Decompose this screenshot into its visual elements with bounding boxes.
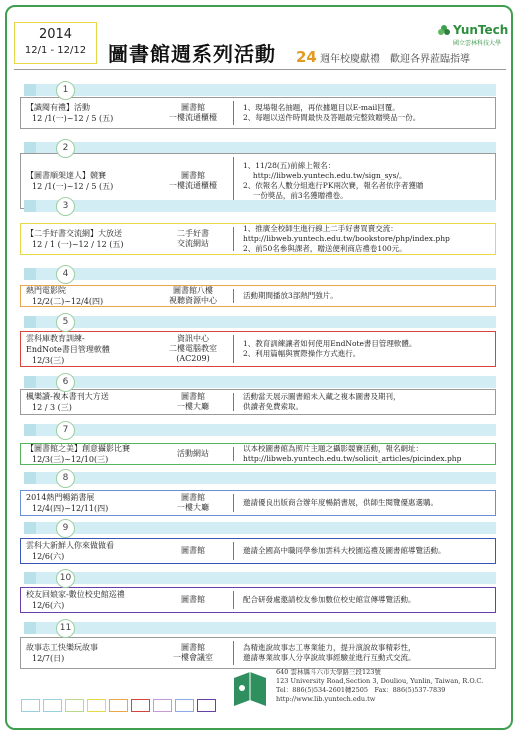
event-activity: [26, 390, 146, 414]
section-ribbon: [24, 376, 496, 388]
event-location-line: 圖書館: [181, 546, 205, 555]
event-location: [157, 491, 229, 515]
event-description-line: 1、11/28(五)前線上報名：: [243, 161, 336, 170]
book-logo-icon: [230, 668, 270, 710]
event-card: [20, 223, 496, 255]
event-title: 校友回娘家-數位校史館巡禮: [26, 590, 125, 599]
event-title: 熱門電影院: [26, 286, 66, 295]
column-divider: [233, 227, 234, 251]
event-location: [157, 539, 229, 563]
event-location-line: 圖書館: [181, 171, 205, 180]
event-date: 12 / 1 (一)~12 / 12 (五): [32, 240, 124, 249]
anniversary-text: 週年校慶獻禮 歡迎各界蒞臨指導: [320, 54, 471, 65]
event-description: [243, 491, 491, 515]
event-date: 12/3(三): [32, 355, 65, 365]
section-ribbon: [24, 472, 496, 484]
event-location-line: 圖書館: [181, 643, 205, 652]
event-number-badge: 7: [56, 421, 75, 440]
event-location: [157, 638, 229, 668]
event-location-line: 資訊中心: [177, 334, 209, 343]
event-card: [20, 443, 496, 465]
page-title: 圖書館週系列活動: [108, 42, 276, 66]
event-description-line: 1、現場報名抽題，再依據題目以E-mail回覆。: [243, 103, 400, 112]
event-description-line: 為精進說故事志工專業能力，提升演說故事精彩性，: [243, 643, 416, 652]
event-title: EndNote書目管理軟體: [26, 344, 110, 354]
event-card: [20, 490, 496, 516]
event-description-line: 2、依報名人數分組進行PK兩次賽，報名者依序者獲贈: [243, 181, 424, 190]
event-date: 12/6(六): [32, 552, 65, 561]
event-number-badge: 8: [56, 469, 75, 488]
event-number-badge: 2: [56, 139, 75, 158]
column-divider: [233, 542, 234, 560]
event-description: [243, 444, 491, 464]
anniversary-number: 24: [296, 48, 317, 66]
event-number-badge: 6: [56, 373, 75, 392]
event-description-line: 1、推廣全校師生進行線上二手好書買賣交流：: [243, 224, 398, 233]
logo-name: YunTech: [453, 23, 509, 37]
event-title: 雲科庫教育訓練-: [26, 333, 85, 343]
logo-flower-icon: [437, 24, 451, 38]
event-location-line: 交流網站: [177, 239, 209, 248]
event-location: [157, 286, 229, 306]
footer-square: [43, 699, 62, 712]
footer-square: [131, 699, 150, 712]
column-divider: [233, 494, 234, 512]
event-card: [20, 389, 496, 415]
event-activity: [26, 539, 146, 563]
event-activity: [26, 588, 146, 612]
event-description: [243, 588, 491, 612]
event-location-line: 視聽資源中心: [169, 296, 217, 305]
event-location: [157, 444, 229, 464]
event-activity: [26, 491, 146, 515]
section-ribbon: [24, 522, 496, 534]
event-description-line: 供讀者免費索取。: [243, 402, 303, 411]
event-number-badge: 5: [56, 313, 75, 332]
footer-line: http://www.lib.yuntech.edu.tw: [276, 695, 376, 703]
column-divider: [233, 393, 234, 411]
logo-university: 國立雲林科技大學: [453, 40, 502, 47]
event-number-badge: 1: [56, 81, 75, 100]
event-description: [243, 286, 491, 306]
footer-square: [109, 699, 128, 712]
event-description: [243, 98, 491, 128]
event-location-line: 圖書館八樓: [173, 286, 213, 295]
event-activity: [26, 98, 146, 128]
event-description-line: 活動期間播放3部熱門強片。: [243, 291, 338, 300]
event-location: [157, 98, 229, 128]
event-date: 12 / 3 (三): [32, 403, 72, 412]
event-date: 12/3(三)~12/10(三): [32, 455, 109, 464]
event-description: [243, 539, 491, 563]
event-card: [20, 637, 496, 669]
event-description-line: 活動當天展示圖書館未入藏之複本圖書及期刊，: [243, 392, 401, 401]
event-location-line: 一樓流通櫃檯: [169, 113, 217, 122]
event-description-line: 以本校圖書館為照片主題之攝影競賽活動，報名網址：: [243, 444, 423, 453]
event-number-badge: 11: [56, 619, 75, 638]
event-number-badge: 9: [56, 519, 75, 538]
section-ribbon: [24, 84, 496, 96]
column-divider: [233, 447, 234, 461]
event-card: [20, 538, 496, 564]
column-divider: [233, 591, 234, 609]
date-range: 12/1 - 12/12: [24, 45, 87, 56]
event-location-line: 二樓電腦教室: [169, 344, 217, 353]
event-card: [20, 331, 496, 367]
event-description: [243, 638, 491, 668]
event-date: 12 /1(一)~12 / 5 (五): [32, 114, 114, 123]
event-activity: [26, 286, 146, 306]
event-location: [157, 588, 229, 612]
footer-square: [21, 699, 40, 712]
footer-square: [65, 699, 84, 712]
event-title: 雲科大新鮮人你來做做看: [26, 541, 114, 550]
event-location-line: 圖書館: [181, 103, 205, 112]
section-ribbon: [24, 622, 496, 634]
event-number-badge: 4: [56, 265, 75, 284]
event-location-line: 一樓大廳: [177, 402, 209, 411]
event-activity: [26, 444, 146, 464]
event-card: [20, 285, 496, 307]
event-date: 12/6(六): [32, 601, 65, 610]
event-description-line: 邀請專業故事人分享說故事經驗並進行互動式交流。: [243, 653, 416, 662]
event-activity: [26, 638, 146, 668]
column-divider: [233, 641, 234, 665]
event-location-line: (AC209): [176, 354, 210, 363]
event-card: [20, 97, 496, 129]
event-description-line: 配合研發處邀請校友參加數位校史館宣傳導覽活動。: [243, 595, 416, 604]
event-title: 【圖書順架達人】競賽: [26, 171, 106, 180]
event-description: [243, 390, 491, 414]
event-description-line: http://libweb.yuntech.edu.tw/sign_sys/。: [243, 171, 407, 180]
event-description-line: http://libweb.yuntech.edu.tw/bookstore/php/index.php: [243, 234, 450, 243]
column-divider: [233, 101, 234, 125]
event-title: 【圖書館之美】創意攝影比賽: [26, 444, 130, 453]
footer-line: 640 雲林縣斗六市大學路三段123號: [276, 668, 381, 676]
section-ribbon: [24, 424, 496, 436]
event-description-line: 一份獎品，前3名獲贈禮卷。: [243, 191, 348, 200]
event-title: 2014熱門暢銷書展: [26, 493, 95, 502]
event-date: 12 /1(一)~12 / 5 (五): [32, 182, 114, 191]
footer-square: [153, 699, 172, 712]
event-location-line: 圖書館: [181, 392, 205, 401]
event-location: [157, 390, 229, 414]
section-ribbon: [24, 316, 496, 328]
event-date: 12/7(日): [32, 654, 65, 663]
event-title: 【識閱有禮】活動: [26, 103, 90, 112]
event-description: [243, 224, 491, 254]
event-description-line: http://libweb.yuntech.edu.tw/solicit_articles/picindex.php: [243, 454, 462, 463]
event-location-line: 圖書館: [181, 595, 205, 604]
event-location: [157, 332, 229, 366]
date-box: [14, 22, 97, 64]
event-location: [157, 224, 229, 254]
column-divider: [233, 335, 234, 363]
event-description-line: 2、前50名參與課者，贈送便利商店禮卷100元。: [243, 244, 407, 253]
footer-square: [87, 699, 106, 712]
event-location-line: 圖書館: [181, 493, 205, 502]
footer-square: [197, 699, 216, 712]
footer-line: Tel：886(5)534-2601轉2505 Fax：886(5)537-7839: [276, 686, 446, 694]
event-description-line: 1、教育訓練讓者如何使用EndNote書目管理軟體。: [243, 339, 417, 348]
event-description-line: 邀請全國高中職同學參加雲科大校園巡禮及圖書館導覽活動。: [243, 546, 446, 555]
event-location-line: 一樓會議室: [173, 653, 213, 662]
event-description-line: 2、每題以送件時間最快及答題最完整致贈獎品一份。: [243, 113, 421, 122]
footer-address: [276, 668, 483, 704]
event-description-line: 2、利用篇幅與實際操作方式進行。: [243, 349, 361, 358]
event-title: 楓樂讀-複本書刊大方送: [26, 392, 109, 401]
event-location-line: 一樓大廳: [177, 503, 209, 512]
event-title: 【二手好書交流網】大放送: [26, 229, 122, 238]
column-divider: [233, 289, 234, 303]
event-title: 故事志工快樂玩故事: [26, 643, 98, 652]
event-date: 12/4(四)~12/11(四): [32, 504, 109, 513]
header-divider: [14, 69, 506, 70]
section-ribbon: [24, 200, 496, 212]
event-location-line: 一樓流通櫃檯: [169, 181, 217, 190]
section-ribbon: [24, 268, 496, 280]
footer-square: [175, 699, 194, 712]
footer-line: 123 University Road,Section 3, Douliou, Yunlin, Taiwan, R.O.C.: [276, 677, 484, 685]
year-label: 2014: [38, 27, 73, 42]
event-location-line: 二手好書: [177, 229, 209, 238]
event-location-line: 活動網站: [177, 449, 209, 458]
university-logo: [437, 23, 509, 49]
event-description-line: 邀請優良出版商合辦年度暢銷書展，供師生閱覽優惠選購。: [243, 498, 438, 507]
column-divider: [233, 157, 234, 205]
event-description: [243, 332, 491, 366]
anniversary-banner: [296, 48, 470, 66]
event-date: 12/2(二)~12/4(四): [32, 297, 104, 306]
event-activity: [26, 332, 146, 366]
section-ribbon: [24, 572, 496, 584]
event-number-badge: 3: [56, 197, 75, 216]
event-card: [20, 587, 496, 613]
event-number-badge: 10: [56, 569, 75, 588]
event-activity: [26, 224, 146, 254]
